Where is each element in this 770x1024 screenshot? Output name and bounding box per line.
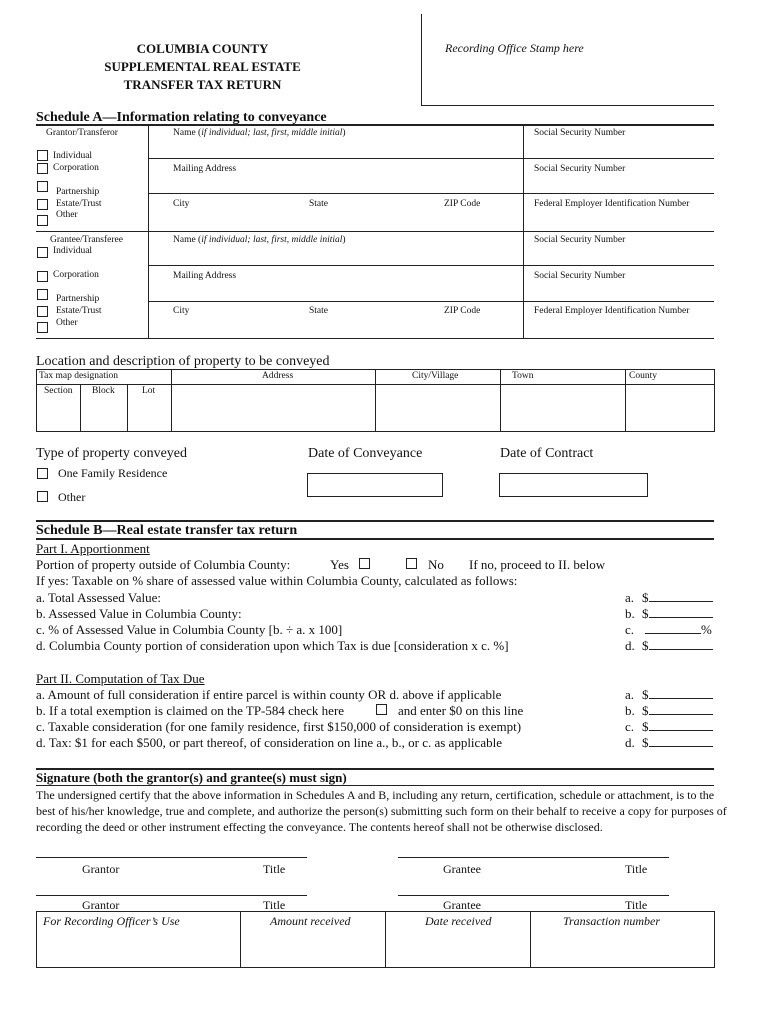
grantor-other-checkbox[interactable] — [37, 215, 48, 226]
part2-line-d: d. Tax: $1 for each $500, or part thereof, of consideration on line a., b., or c. as applicable — [36, 735, 502, 750]
part1-line-c: c. % of Assessed Value in Columbia County [b. ÷ a. x 100] — [36, 622, 343, 637]
grantee-ssn2-label: Social Security Number — [534, 271, 626, 281]
grantee-type-partnership: Partnership — [56, 294, 100, 304]
one-family-label: One Family Residence — [58, 466, 168, 480]
part1-question: Portion of property outside of Columbia County: — [36, 557, 291, 572]
grantee-signature-line-1[interactable] — [398, 857, 669, 858]
grantee-mailing-line[interactable] — [148, 301, 714, 302]
grantee-title-label-1: Title — [625, 862, 648, 876]
grantee-type-other: Other — [56, 318, 78, 328]
part1-line-c-suffix: % — [701, 622, 712, 637]
recording-col2 — [385, 911, 386, 968]
county-label: County — [629, 371, 657, 381]
grantee-signature-line-2[interactable] — [398, 895, 669, 896]
city-village-label: City/Village — [412, 371, 459, 381]
part2-line-b-blank[interactable] — [649, 703, 713, 715]
grantor-name-suffix: ) — [342, 128, 346, 138]
grantee-corporation-checkbox[interactable] — [37, 271, 48, 282]
grantor-mailing-label: Mailing Address — [173, 164, 237, 174]
header-divider — [421, 14, 422, 106]
grantor-title-label-1: Title — [263, 862, 286, 876]
grantor-label: Grantor/Transferor — [46, 128, 118, 138]
part1-no-checkbox[interactable] — [406, 558, 417, 569]
grantor-signature-line-2[interactable] — [36, 895, 307, 896]
part1-yes-label: Yes — [330, 557, 349, 572]
date-contract-field[interactable] — [499, 473, 648, 497]
schedule-b-top-rule — [36, 520, 714, 522]
grantee-bottom-line[interactable] — [36, 338, 714, 339]
grantee-name-line[interactable] — [148, 265, 714, 266]
grantee-estate-checkbox[interactable] — [37, 306, 48, 317]
grantor-type-estate: Estate/Trust — [56, 199, 102, 209]
part1-line-d-prefix: $ — [642, 638, 649, 653]
amount-received-label: Amount received — [270, 914, 351, 928]
grantee-name-label — [173, 235, 346, 245]
stamp-label: Recording Office Stamp here — [445, 41, 584, 55]
grantee-name-italic: if individual; last, first, middle initial — [201, 235, 343, 245]
grantor-type-other: Other — [56, 210, 78, 220]
grantee-left-divider — [148, 231, 149, 338]
part2-line-c-field[interactable] — [642, 719, 713, 735]
part1-line-c-key: c. — [625, 622, 635, 637]
date-received-label: Date received — [425, 914, 492, 928]
part2-line-c-blank[interactable] — [649, 719, 713, 731]
tax-map-label: Tax map designation — [39, 371, 119, 381]
schedule-b-rule — [36, 538, 714, 540]
certification-text: The undersigned certify that the above information in Schedules A and B, including any return, certification, schedule or attachment, is to the best of his/her knowledge, true and complete, and authorize the person(s) submitting such form on their behalf to receive a copy for purposes of recording the deed or other instrument effecting the conveyance. The contents hereof shall not be otherwise disclosed. — [36, 788, 727, 834]
grantor-city-label: City — [173, 199, 190, 209]
part1-heading: Part I. Apportionment — [36, 541, 150, 556]
grantor-name-italic: if individual; last, first, middle initial — [201, 128, 343, 138]
part2-line-c: c. Taxable consideration (for one family residence, first $150,000 of consideration is exempt) — [36, 719, 522, 734]
grantee-type-corporation: Corporation — [53, 270, 99, 280]
grantor-type-corporation: Corporation — [53, 163, 99, 173]
grantee-city-label: City — [173, 306, 190, 316]
grantor-right-divider — [523, 124, 524, 231]
transaction-number-label: Transaction number — [563, 914, 661, 928]
recording-officer-label: For Recording Officer’s Use — [43, 914, 180, 928]
grantor-partnership-checkbox[interactable] — [37, 181, 48, 192]
part1-if-yes: If yes: Taxable on % share of assessed value within Columbia County, calculated as follows: — [36, 573, 518, 588]
block-label: Block — [92, 386, 115, 396]
grantee-right-divider — [523, 231, 524, 338]
one-family-checkbox[interactable] — [37, 468, 48, 479]
part2-line-d-field[interactable] — [642, 735, 713, 751]
part2-line-b-prefix: $ — [642, 703, 649, 718]
part1-line-a-field[interactable] — [642, 590, 713, 606]
town-label: Town — [512, 371, 534, 381]
part2-line-d-prefix: $ — [642, 735, 649, 750]
grantor-mailing-line[interactable] — [148, 193, 714, 194]
grantee-name-suffix: ) — [342, 235, 346, 245]
grantee-mailing-label: Mailing Address — [173, 271, 237, 281]
date-conveyance-label: Date of Conveyance — [308, 446, 423, 461]
form-title — [70, 40, 335, 94]
part1-line-d: d. Columbia County portion of consideration upon which Tax is due [consideration x c. %] — [36, 638, 509, 653]
other-property-label: Other — [58, 490, 86, 504]
form-title-line2: SUPPLEMENTAL REAL ESTATE — [104, 59, 301, 74]
grantee-state-label: State — [309, 306, 328, 316]
grantor-name-line[interactable] — [148, 158, 714, 159]
part1-line-c-field[interactable] — [645, 622, 712, 638]
part2-line-a-blank[interactable] — [649, 687, 713, 699]
part2-heading: Part II. Computation of Tax Due — [36, 671, 205, 686]
grantor-corporation-checkbox[interactable] — [37, 163, 48, 174]
schedule-a-rule — [36, 124, 714, 126]
section-label: Section — [44, 386, 73, 396]
grantee-ssn1-label: Social Security Number — [534, 235, 626, 245]
grantor-title-label-2: Title — [263, 898, 286, 912]
grantor-estate-checkbox[interactable] — [37, 199, 48, 210]
part1-line-a: a. Total Assessed Value: — [36, 590, 161, 605]
grantee-other-checkbox[interactable] — [37, 322, 48, 333]
part1-line-b: b. Assessed Value in Columbia County: — [36, 606, 242, 621]
schedule-a-heading: Schedule A—Information relating to conveyance — [36, 110, 327, 125]
part1-line-d-field[interactable] — [642, 638, 713, 654]
part2-line-a: a. Amount of full consideration if entire parcel is within county OR d. above if applicable — [36, 687, 502, 702]
recording-col1 — [240, 911, 241, 968]
part2-line-c-prefix: $ — [642, 719, 649, 734]
grantor-ssn2-label: Social Security Number — [534, 164, 626, 174]
part1-yes-checkbox[interactable] — [359, 558, 370, 569]
grantor-fein-label: Federal Employer Identification Number — [534, 199, 690, 209]
lot-label: Lot — [142, 386, 156, 396]
part1-line-d-blank[interactable] — [649, 638, 713, 650]
grantee-individual-checkbox[interactable] — [37, 247, 48, 258]
grantor-name-label — [173, 128, 346, 138]
grantee-type-estate: Estate/Trust — [56, 306, 102, 316]
exemption-checkbox[interactable] — [376, 704, 387, 715]
part1-line-b-blank[interactable] — [649, 606, 713, 618]
grantor-sig-label-2: Grantor — [82, 898, 120, 912]
grantor-type-individual: Individual — [53, 151, 93, 161]
part2-line-a-prefix: $ — [642, 687, 649, 702]
address-label: Address — [262, 371, 294, 381]
grantor-left-divider — [148, 124, 149, 231]
grantor-state-label: State — [309, 199, 328, 209]
signature-heading: Signature (both the grantor(s) and grantee(s) must sign) — [36, 770, 347, 785]
part1-line-b-prefix: $ — [642, 606, 649, 621]
grantee-title-label-2: Title — [625, 898, 648, 912]
grantee-fein-label: Federal Employer Identification Number — [534, 306, 690, 316]
location-col3 — [500, 369, 501, 432]
grantee-partnership-checkbox[interactable] — [37, 289, 48, 300]
signature-rule — [36, 785, 714, 786]
location-subcol2 — [127, 384, 128, 432]
property-type-heading: Type of property conveyed — [36, 446, 188, 461]
part2-line-a-key: a. — [625, 687, 635, 702]
part2-line-d-key: d. — [625, 735, 635, 750]
date-contract-label: Date of Contract — [500, 446, 594, 461]
location-subcol1 — [80, 384, 81, 432]
part1-line-d-key: d. — [625, 638, 635, 653]
part2-line-b: b. If a total exemption is claimed on the TP-584 check here — [36, 703, 345, 718]
part1-no-label: No — [428, 557, 444, 572]
grantor-ssn1-label: Social Security Number — [534, 128, 626, 138]
part1-line-a-blank[interactable] — [649, 590, 713, 602]
grantor-name-prefix: Name ( — [173, 128, 202, 138]
grantor-individual-checkbox[interactable] — [37, 150, 48, 161]
grantor-sig-label-1: Grantor — [82, 862, 120, 876]
part2-line-d-blank[interactable] — [649, 735, 713, 747]
date-conveyance-field[interactable] — [307, 473, 443, 497]
part1-no-note: If no, proceed to II. below — [469, 557, 606, 572]
form-title-line1: COLUMBIA COUNTY — [136, 41, 269, 56]
location-col4 — [625, 369, 626, 432]
location-col2 — [375, 369, 376, 432]
grantee-type-individual: Individual — [53, 246, 93, 256]
part1-line-b-field[interactable] — [642, 606, 713, 622]
schedule-b-heading: Schedule B—Real estate transfer tax return — [36, 523, 298, 538]
location-col1 — [171, 369, 172, 432]
grantor-type-partnership: Partnership — [56, 187, 100, 197]
grantor-signature-line-1[interactable] — [36, 857, 307, 858]
part2-line-c-key: c. — [625, 719, 635, 734]
grantee-label: Grantee/Transferee — [50, 235, 123, 245]
part1-line-b-key: b. — [625, 606, 635, 621]
part1-line-a-key: a. — [625, 590, 635, 605]
grantee-name-prefix: Name ( — [173, 235, 202, 245]
part2-line-a-field[interactable] — [642, 687, 713, 703]
other-property-checkbox[interactable] — [37, 491, 48, 502]
grantee-zip-label: ZIP Code — [444, 306, 481, 316]
stamp-bottom-line — [422, 105, 714, 106]
part1-line-a-prefix: $ — [642, 590, 649, 605]
grantee-sig-label-2: Grantee — [443, 898, 481, 912]
form-title-line3: TRANSFER TAX RETURN — [123, 77, 282, 92]
part2-line-b-field[interactable] — [642, 703, 713, 719]
part2-line-b-after: and enter $0 on this line — [398, 703, 524, 718]
recording-col3 — [530, 911, 531, 968]
part2-line-b-key: b. — [625, 703, 635, 718]
grantor-bottom-line[interactable] — [36, 231, 714, 232]
location-heading: Location and description of property to be conveyed — [36, 354, 330, 369]
grantee-sig-label-1: Grantee — [443, 862, 481, 876]
grantor-zip-label: ZIP Code — [444, 199, 481, 209]
part1-line-c-blank[interactable] — [645, 622, 701, 634]
